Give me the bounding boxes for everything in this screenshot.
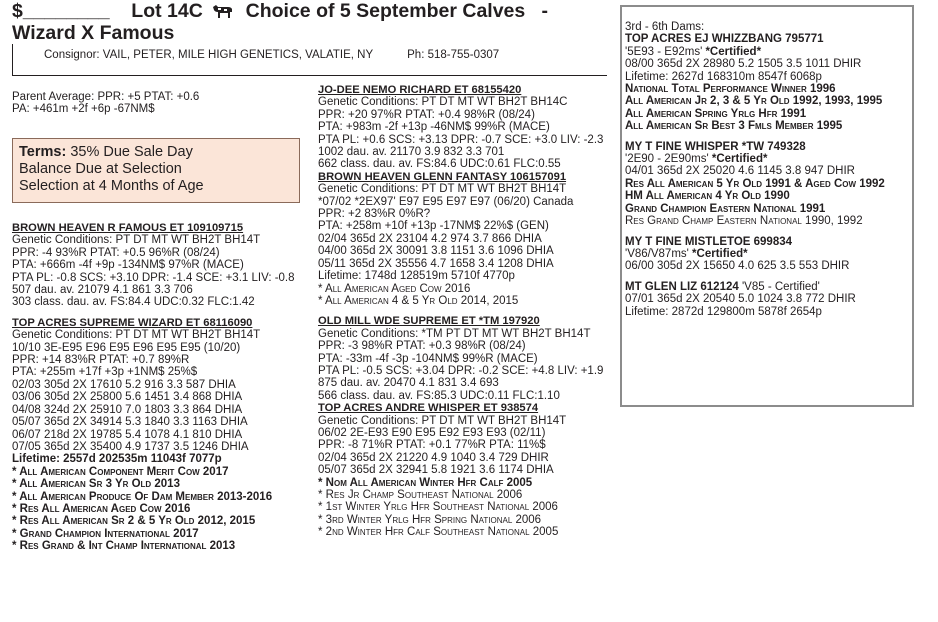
record-line: 06/07 218d 2X 19785 5.4 1078 4.1 810 DHIA bbox=[12, 428, 243, 441]
record-line: 03/06 305d 2X 25800 5.6 1451 3.4 868 DHIA bbox=[12, 391, 243, 404]
record-line: PTA PL: -0.8 SCS: +3.10 DPR: -1.4 SCE: +3.1 LIV: -0.8 bbox=[12, 271, 295, 284]
record-line: Lifetime: 2872d 129800m 5878f 2654p bbox=[625, 305, 822, 318]
award-line: * All American Sr 3 Yr Old 2013 bbox=[12, 478, 180, 491]
line-part: *Certified* bbox=[708, 153, 768, 166]
lot-description: Choice of 5 September Calves bbox=[245, 0, 526, 22]
classification-line bbox=[625, 153, 885, 165]
terms-box bbox=[12, 138, 300, 203]
record-line: PPR: -4 93%R PTAT: +0.5 96%R (08/24) bbox=[12, 246, 220, 259]
animal-heading: TOP ACRES ANDRE WHISPER ET 938574 bbox=[318, 402, 539, 415]
award-line: * All American Aged Cow 2016 bbox=[318, 282, 471, 295]
record-line: Genetic Conditions: *TM PT DT MT WT BH2T BH14T bbox=[318, 327, 591, 340]
title-dash: - bbox=[541, 0, 549, 22]
award-line: All American Sr Best 3 Fmls Member 1995 bbox=[625, 120, 843, 133]
award-line: National Total Performance Winner 1996 bbox=[625, 83, 836, 96]
record-line: 10/10 3E-E95 E96 E95 E96 E95 E95 (10/20) bbox=[12, 341, 241, 354]
record-line: 02/03 305d 2X 17610 5.2 916 3.3 587 DHIA bbox=[12, 378, 236, 391]
lot-title bbox=[12, 0, 612, 24]
line-part: '5E93 - E92ms' bbox=[625, 45, 703, 58]
record-line: Genetic Conditions: PT DT MT WT BH2T BH14T bbox=[12, 234, 261, 247]
record-line: PPR: +2 83%R 0%R? bbox=[318, 208, 431, 221]
consignor-text: Consignor: VAIL, PETER, MILE HIGH GENETICS, VALATIE, NY bbox=[44, 49, 374, 61]
spacer bbox=[625, 228, 885, 236]
record-line: *07/02 *2EX97' E97 E95 E97 E97 (06/20) Canada bbox=[318, 195, 574, 208]
line-part: '2E90 - 2E90ms' bbox=[625, 153, 709, 166]
record-line: 507 dau. av. 21079 4.1 861 3.3 706 bbox=[12, 284, 193, 297]
animal-heading: BROWN HEAVEN R FAMOUS ET 109109715 bbox=[12, 222, 244, 234]
terms-line: Balance Due at Selection bbox=[19, 161, 182, 177]
record-line: PTA: +258m +10f +13p -17NM$ 22%$ (GEN) bbox=[318, 220, 549, 233]
line-part: MT GLEN LIZ 612124 bbox=[625, 280, 739, 293]
award-line: Res All American 5 Yr Old 1991 & Aged Cow 1992 bbox=[625, 177, 885, 190]
record-line: 02/04 365d 2X 23104 4.2 974 3.7 866 DHIA bbox=[318, 232, 542, 245]
record-line: 06/02 2E-E93 E90 E95 E92 E93 E93 (02/11) bbox=[318, 426, 546, 439]
record-line: PPR: +14 83%R PTAT: +0.7 89%R bbox=[12, 354, 190, 367]
record-line: 07/01 365d 2X 20540 5.0 1024 3.8 772 DHIR bbox=[625, 293, 856, 306]
record-line: PTA: -33m -4f -3p -104NM$ 99%R (MACE) bbox=[318, 352, 538, 365]
award-line: * All American Produce Of Dam Member 2013-2016 bbox=[12, 490, 273, 503]
award-line: Res Grand Champ Eastern National 1990, 1992 bbox=[625, 215, 863, 228]
line-part: 'V86/V87ms' bbox=[625, 247, 689, 260]
pedigree-column bbox=[318, 84, 603, 539]
price-blank: $________ bbox=[12, 0, 110, 22]
award-line: * All American 4 & 5 Yr Old 2014, 2015 bbox=[318, 294, 519, 307]
bold-line: TOP ACRES EJ WHIZZBANG 795771 bbox=[625, 33, 824, 46]
award-line: * All American Component Merit Cow 2017 bbox=[12, 465, 229, 478]
record-line: 3rd - 6th Dams: bbox=[625, 21, 705, 33]
record-line: PPR: +20 97%R PTAT: +0.4 98%R (08/24) bbox=[318, 108, 535, 121]
record-line: Lifetime: 2627d 168310m 8547f 6068p bbox=[625, 70, 822, 83]
terms-label: Terms: bbox=[19, 144, 67, 160]
animal-heading: JO-DEE NEMO RICHARD ET 68155420 bbox=[318, 84, 522, 96]
consignor-line bbox=[44, 49, 499, 61]
terms-line: 35% Due Sale Day bbox=[70, 144, 193, 160]
award-line: HM All American 4 Yr Old 1990 bbox=[625, 190, 790, 203]
record-line: 02/04 365d 2X 21220 4.9 1040 3.4 729 DHIR bbox=[318, 451, 549, 464]
phone-number: Ph: 518-755-0307 bbox=[407, 49, 500, 61]
award-line: * 2nd Winter Hfr Calf Southeast National 2005 bbox=[318, 526, 559, 539]
record-line: Genetic Conditions: PT DT MT WT BH2T BH14T bbox=[12, 329, 261, 342]
record-line: PPR: -3 98%R PTAT: +0.3 98%R (08/24) bbox=[318, 340, 526, 353]
bold-line: Lifetime: 2557d 202535m 11043f 7077p bbox=[12, 453, 222, 466]
record-line: 07/05 365d 2X 35400 4.9 1737 3.5 1246 DHIA bbox=[12, 440, 249, 453]
record-line: PPR: -8 71%R PTAT: +0.1 77%R PTA: 11%$ bbox=[318, 439, 546, 452]
record-line: 04/01 365d 2X 25020 4.6 1145 3.8 947 DHIR bbox=[625, 165, 855, 178]
record-line: Genetic Conditions: PT DT MT WT BH2T BH14T bbox=[318, 183, 567, 196]
parent-average-line: Parent Average: PPR: +5 PTAT: +0.6 bbox=[12, 91, 200, 103]
award-line: * 1st Winter Yrlg Hfr Southeast National 2006 bbox=[318, 501, 558, 514]
award-line: All American Jr 2, 3 & 5 Yr Old 1992, 1993, 1995 bbox=[625, 95, 883, 108]
animal-heading: BROWN HEAVEN GLENN FANTASY 106157091 bbox=[318, 170, 567, 183]
award-line: * Nom All American Winter Hfr Calf 2005 bbox=[318, 476, 533, 489]
record-line: PTA PL: +0.6 SCS: +3.13 DPR: -0.7 SCE: +3.0 LIV: -2.3 bbox=[318, 133, 604, 146]
record-line: Lifetime: 1748d 128519m 5710f 4770p bbox=[318, 270, 515, 283]
cow-icon bbox=[212, 2, 234, 24]
parent-average bbox=[12, 91, 199, 116]
animal-heading: TOP ACRES SUPREME WIZARD ET 68116090 bbox=[12, 316, 253, 329]
animal-heading: OLD MILL WDE SUPREME ET *TM 197920 bbox=[318, 315, 540, 328]
record-line: 08/00 365d 2X 28980 5.2 1505 3.5 1011 DHIR bbox=[625, 58, 862, 71]
record-line: 06/00 305d 2X 15650 4.0 625 3.5 553 DHIR bbox=[625, 260, 850, 273]
record-line: 04/08 324d 2X 25910 7.0 1803 3.3 864 DHIA bbox=[12, 403, 243, 416]
record-line: PTA: +983m -2f +13p -46NM$ 99%R (MACE) bbox=[318, 121, 550, 134]
bold-line: MY T FINE MISTLETOE 699834 bbox=[625, 235, 793, 248]
record-line: PTA PL: -0.5 SCS: +3.04 DPR: -0.2 SCE: +4.8 LIV: +1.9 bbox=[318, 364, 604, 377]
sire-dam-column bbox=[12, 222, 295, 553]
award-line: * Res Jr Champ Southeast National 2006 bbox=[318, 489, 523, 501]
record-line: Genetic Conditions: PT DT MT WT BH2T BH14C bbox=[318, 96, 568, 109]
dams-column bbox=[625, 21, 885, 318]
parent-average-line: PA: +461m +2f +6p -67NM$ bbox=[12, 103, 155, 116]
spacer bbox=[625, 273, 885, 281]
record-line: PTA: +666m -4f +9p -134NM$ 97%R (MACE) bbox=[12, 259, 244, 272]
record-line: 303 class. dau. av. FS:84.4 UDC:0.32 FLC:1.42 bbox=[12, 296, 255, 309]
award-line: * Grand Champion International 2017 bbox=[12, 527, 199, 540]
award-line: * Res All American Sr 2 & 5 Yr Old 2012, 2015 bbox=[12, 515, 256, 528]
terms-line: Selection at 4 Months of Age bbox=[19, 178, 204, 194]
classification-line bbox=[625, 46, 885, 58]
spacer bbox=[625, 133, 885, 141]
award-line: * 3rd Winter Yrlg Hfr Spring National 2006 bbox=[318, 513, 542, 526]
record-line: 1002 dau. av. 21170 3.9 832 3.3 701 bbox=[318, 146, 505, 159]
record-line: 875 dau. av. 20470 4.1 831 3.4 693 bbox=[318, 377, 499, 390]
record-line: 566 class. dau. av. FS:85.3 UDC:0.11 FLC:1.10 bbox=[318, 389, 560, 402]
award-line: * Res All American Aged Cow 2016 bbox=[12, 502, 191, 515]
award-line: Grand Champion Eastern National 1991 bbox=[625, 202, 826, 215]
record-line: 04/00 365d 2X 30091 3.8 1151 3.6 1096 DHIA bbox=[318, 245, 554, 258]
spacer bbox=[12, 309, 295, 317]
spacer bbox=[318, 307, 603, 315]
animal-heading bbox=[625, 281, 885, 293]
record-line: 05/07 365d 2X 32941 5.8 1921 3.6 1174 DHIA bbox=[318, 464, 554, 477]
classification-line bbox=[625, 248, 885, 260]
lot-number: Lot 14C bbox=[131, 0, 203, 22]
record-line: 05/07 365d 2X 34914 5.3 1840 3.3 1163 DHIA bbox=[12, 416, 248, 429]
mating-subtitle: Wizard X Famous bbox=[12, 22, 175, 44]
record-line: PTA: +255m +17f +3p +1NM$ 25%$ bbox=[12, 366, 198, 379]
record-line: Genetic Conditions: PT DT MT WT BH2T BH14T bbox=[318, 414, 567, 427]
line-part: *Certified* bbox=[688, 247, 748, 260]
record-line: 662 class. dau. av. FS:84.6 UDC:0.61 FLC:0.55 bbox=[318, 158, 561, 171]
line-part: *Certified* bbox=[702, 45, 762, 58]
bold-line: MY T FINE WHISPER *TW 749328 bbox=[625, 140, 806, 153]
award-line: * Res Grand & Int Champ International 2013 bbox=[12, 540, 236, 553]
award-line: All American Spring Yrlg Hfr 1991 bbox=[625, 107, 807, 120]
line-part: 'V85 - Certified' bbox=[738, 280, 820, 293]
record-line: 05/11 365d 2X 35556 4.7 1658 3.4 1208 DHIA bbox=[318, 257, 554, 270]
